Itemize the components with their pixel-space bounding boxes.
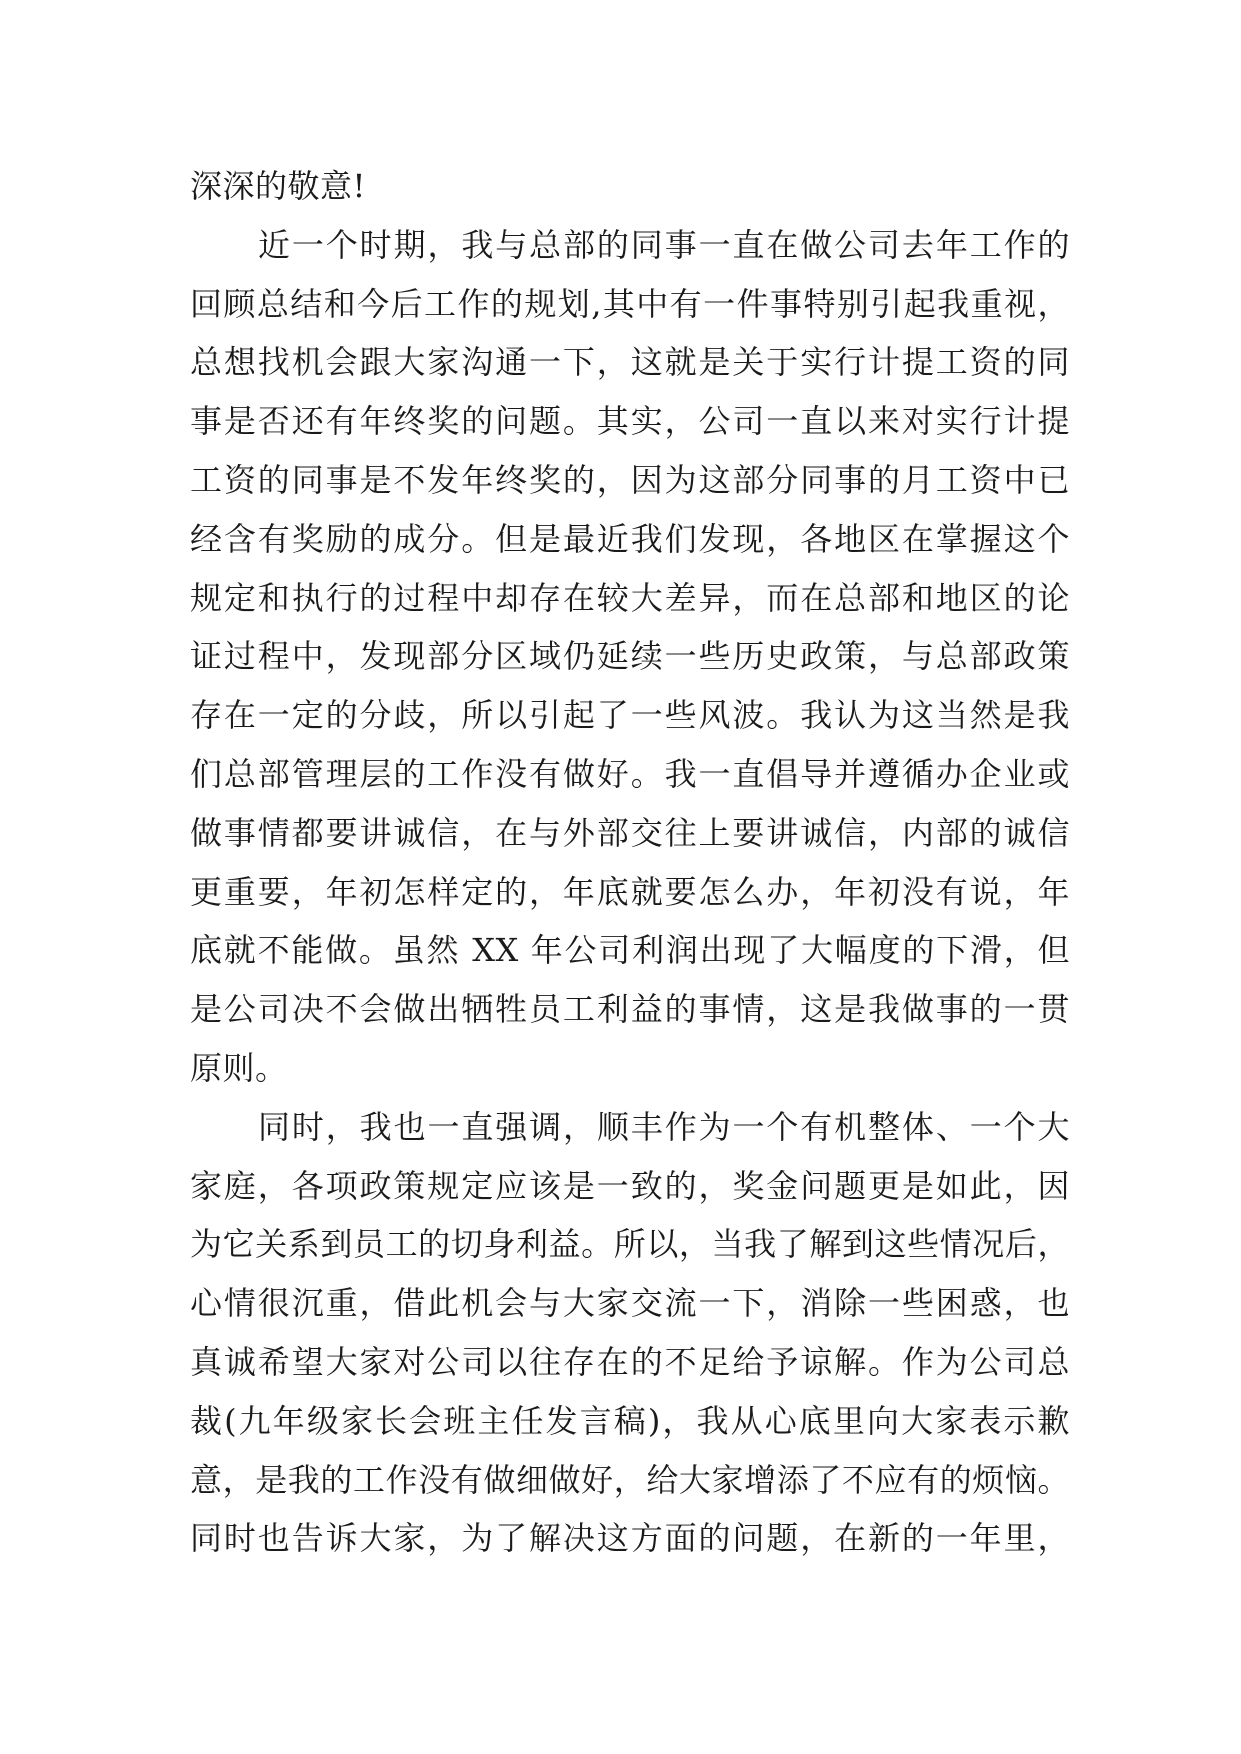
text-line: 真诚希望大家对公司以往存在的不足给予谅解。作为公司总 bbox=[190, 1342, 1070, 1381]
text-line: 经含有奖励的成分。但是最近我们发现，各地区在掌握这个 bbox=[190, 519, 1070, 558]
text-line: 是公司决不会做出牺牲员工利益的事情，这是我做事的一贯 bbox=[190, 990, 1070, 1029]
text-line: 底就不能做。虽然 XX 年公司利润出现了大幅度的下滑，但 bbox=[190, 931, 1070, 970]
text-line: 工资的同事是不发年终奖的，因为这部分同事的月工资中已 bbox=[190, 460, 1070, 499]
text-line: 总想找机会跟大家沟通一下，这就是关于实行计提工资的同 bbox=[190, 343, 1070, 382]
paragraph-first-line: 同时，我也一直强调，顺丰作为一个有机整体、一个大 bbox=[258, 1107, 1070, 1146]
paragraph-first-line: 近一个时期，我与总部的同事一直在做公司去年工作的 bbox=[258, 225, 1070, 264]
text-line: 裁(九年级家长会班主任发言稿)，我从心底里向大家表示歉 bbox=[190, 1401, 1070, 1440]
text-line: 意，是我的工作没有做细做好，给大家增添了不应有的烦恼。 bbox=[190, 1460, 1070, 1499]
body-text bbox=[190, 157, 1070, 1568]
text-line: 更重要，年初怎样定的，年底就要怎么办，年初没有说，年 bbox=[190, 872, 1070, 911]
text-line: 同时也告诉大家，为了解决这方面的问题，在新的一年里， bbox=[190, 1519, 1070, 1558]
text-line: 存在一定的分歧，所以引起了一些风波。我认为这当然是我 bbox=[190, 696, 1070, 735]
text-line: 事是否还有年终奖的问题。其实，公司一直以来对实行计提 bbox=[190, 402, 1070, 441]
text-line: 家庭，各项政策规定应该是一致的，奖金问题更是如此，因 bbox=[190, 1166, 1070, 1205]
text-line: 深深的敬意! bbox=[190, 167, 366, 205]
text-line: 为它关系到员工的切身利益。所以，当我了解到这些情况后， bbox=[190, 1225, 1070, 1264]
text-line: 证过程中，发现部分区域仍延续一些历史政策，与总部政策 bbox=[190, 637, 1070, 676]
text-line: 规定和执行的过程中却存在较大差异，而在总部和地区的论 bbox=[190, 578, 1070, 617]
text-line: 做事情都要讲诚信，在与外部交往上要讲诚信，内部的诚信 bbox=[190, 813, 1070, 852]
paragraph-last-line: 原则。 bbox=[190, 1048, 288, 1087]
text-line: 回顾总结和今后工作的规划,其中有一件事特别引起我重视， bbox=[190, 284, 1070, 323]
text-line: 们总部管理层的工作没有做好。我一直倡导并遵循办企业或 bbox=[190, 754, 1070, 793]
text-line: 心情很沉重，借此机会与大家交流一下，消除一些困惑，也 bbox=[190, 1284, 1070, 1323]
